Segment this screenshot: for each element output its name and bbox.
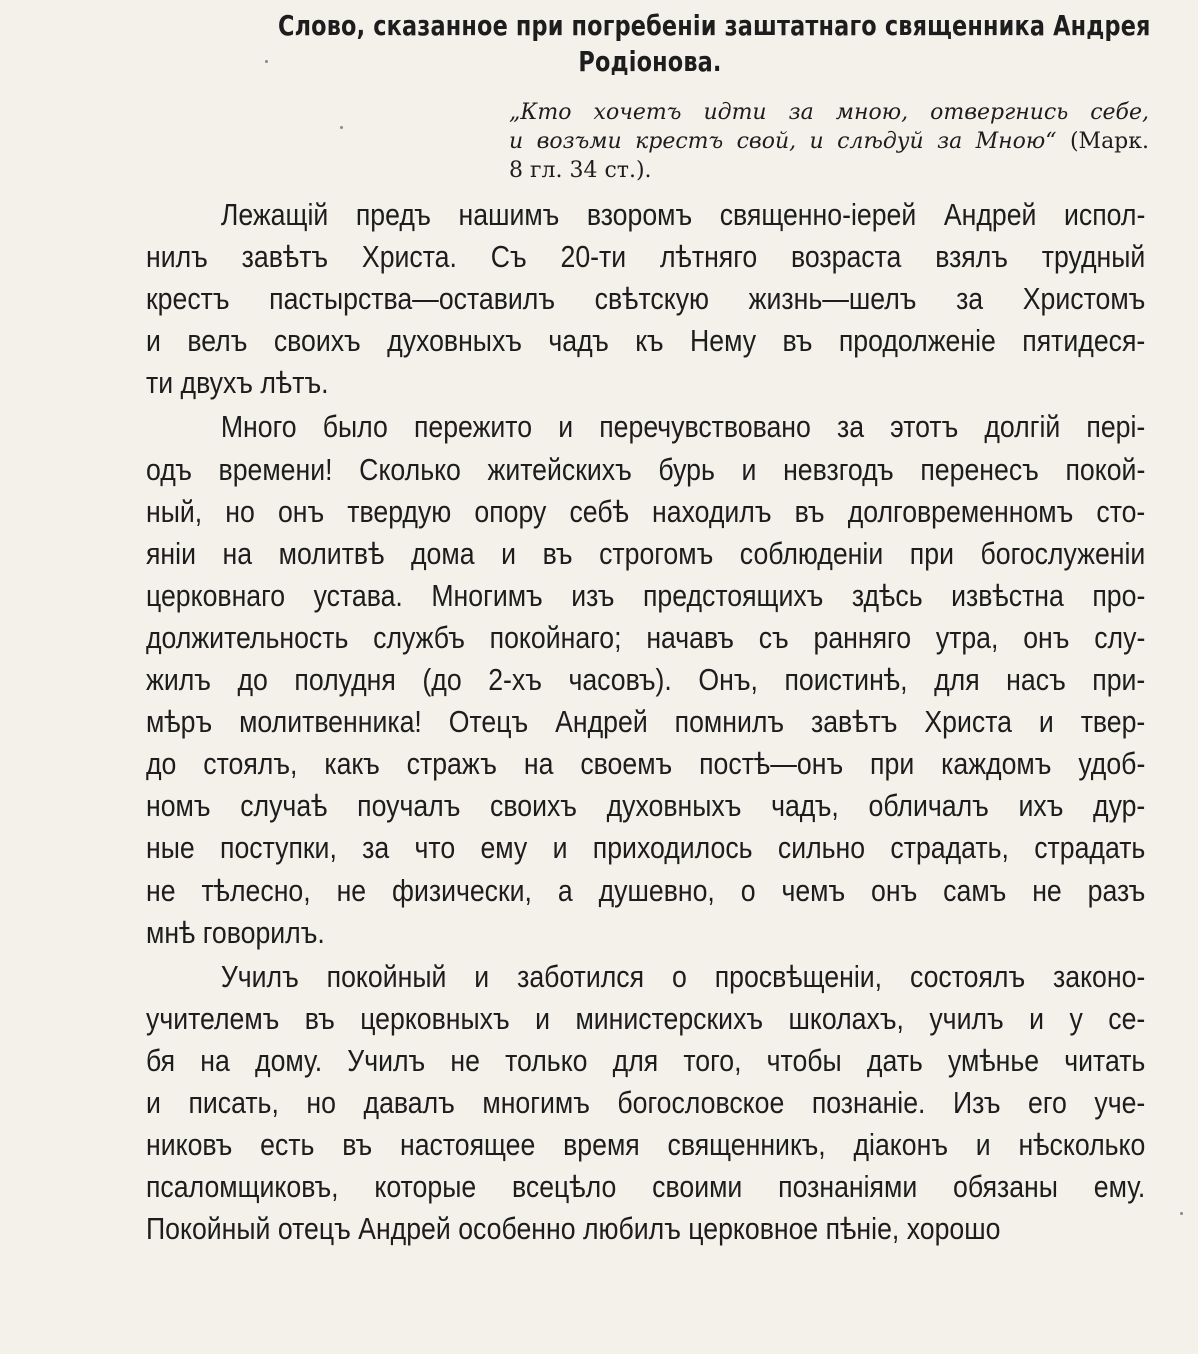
text-line: церковнаго устава. Многимъ изъ предстоящихъ здѣсь извѣстна про- [146,577,1146,613]
text-line: должительность службъ покойнаго; начавъ съ ранняго утра, онъ слу- [146,619,1146,655]
text-line: одъ времени! Сколько житейскихъ бурь и невзгодъ перенесъ покой- [146,451,1146,487]
text-line: ный, но онъ твердую опору себѣ находилъ въ долговременномъ сто- [146,493,1146,529]
paragraph [146,956,1145,1251]
text-line: и писать, но давалъ многимъ богословское познанiе. Изъ его уче- [146,1084,1146,1120]
epigraph-line-3: 8 гл. 34 ст.). [509,158,652,183]
text-line: номъ случаѣ поучалъ своихъ духовныхъ чадъ, обличалъ ихъ дур- [146,788,1146,824]
text-line: мѣръ молитвенника! Отецъ Андрей помнилъ завѣтъ Христа и твер- [146,704,1146,740]
scan-speck [265,60,268,63]
scan-speck [1180,1212,1183,1215]
text-line: Лежащiй предъ нашимъ взоромъ священно-iерей Андрей испол- [220,197,1146,232]
text-line: жилъ до полудня (до 2-хъ часовъ). Онъ, поистинѣ, для насъ при- [146,662,1146,698]
body-text [146,194,1145,1252]
text-line: и велъ своихъ духовныхъ чадъ къ Нему въ продолженiе пятидеся- [146,323,1146,359]
epigraph-quote-end: и возъми крестъ свой, и слѣдуй за Мною“ [509,129,1057,154]
page-title [278,8,1151,80]
text-line: никовъ есть въ настоящее время священникъ, дiаконъ и нѣсколько [146,1127,1146,1163]
epigraph-line-2 [509,127,1149,156]
title-line-1: Слово, сказанное при погребенiи заштатнаго священника Андрея [278,9,1151,42]
paragraph [146,194,1145,404]
paragraph [146,406,1145,953]
text-line: учителемъ въ церковныхъ и министерскихъ школахъ, училъ и у се- [146,1000,1146,1036]
text-line: ти двухъ лѣтъ. [146,365,329,401]
text-line: мнѣ говорилъ. [146,914,325,950]
scan-speck [340,126,343,129]
title-line-2: Родiонова. [578,45,722,78]
text-line: Покойный отецъ Андрей особенно любилъ церковное пѣнiе, хорошо [146,1211,1001,1247]
epigraph-line-1: „Кто хочетъ идти за мною, отвергнись себе, [509,100,1149,125]
text-line: до стоялъ, какъ стражъ на своемъ постѣ—онъ при каждомъ удоб- [146,746,1146,782]
text-line: псаломщиковъ, которые всецѣло своими познанiями обязаны ему. [146,1169,1146,1205]
text-line: бя на дому. Училъ не только для того, чтобы дать умѣнье читать [146,1042,1146,1078]
text-line: нилъ завѣтъ Христа. Съ 20-ти лѣтняго возраста взялъ трудный [146,239,1146,275]
text-line: Училъ покойный и заботился о просвѣщенiи, состоялъ законо- [220,958,1146,994]
epigraph-quote [509,98,1149,185]
epigraph-citation: (Марк. [1056,129,1150,154]
text-line: не тѣлесно, не физически, а душевно, о чемъ онъ самъ не разъ [146,872,1146,908]
text-line: крестъ пастырства—оставилъ свѣтскую жизнь—шелъ за Христомъ [146,281,1146,317]
text-line: Много было пережито и перечувствовано за этотъ долгiй перi- [220,409,1146,445]
text-line: ные поступки, за что ему и приходилось сильно страдать, страдать [146,830,1146,866]
text-line: янiи на молитвѣ дома и въ строгомъ соблюденiи при богослуженiи [146,535,1146,571]
